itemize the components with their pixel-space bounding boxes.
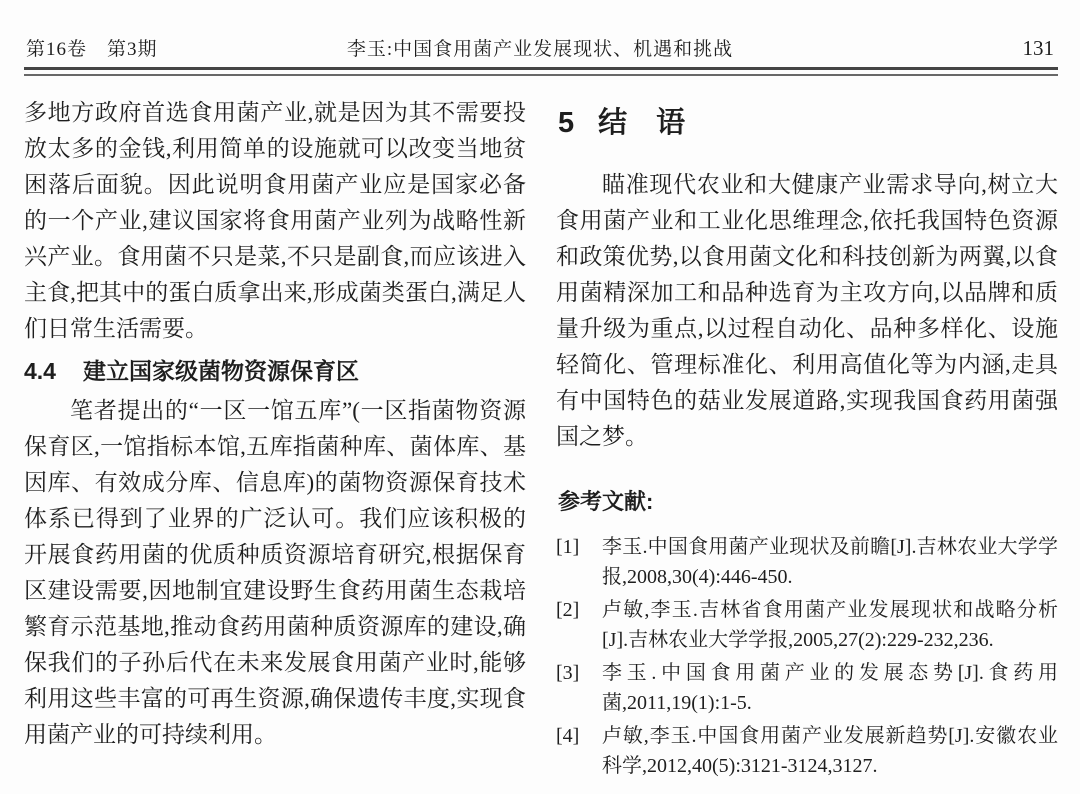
left-column <box>24 95 526 784</box>
section-heading-5 <box>558 105 1058 141</box>
references-heading: 参考文献: <box>558 489 654 514</box>
paragraph-5: 瞄准现代农业和大健康产业需求导向,树立大食用菌产业和工业化思维理念,依托我国特色资源和政策优势,以食用菌文化和科技创新为两翼,以食用菌精深加工和品种选育为主攻方向,以品牌和质量升级为重点,以过程自动化、品种多样化、设施轻简化、管理标准化、利用高值化等为内涵,走具有中国特色的菇业发展道路,实现我国食药用菌强国之梦。 <box>556 172 1058 449</box>
reference-item <box>556 721 1058 781</box>
reference-item <box>556 532 1058 592</box>
reference-label: [4] <box>556 725 580 747</box>
reference-label: [3] <box>556 662 580 684</box>
two-column-body <box>24 95 1058 784</box>
reference-text: 卢敏,李玉.吉林省食用菌产业发展现状和战略分析[J].吉林农业大学学报,2005,27(2):229-232,236. <box>602 599 1058 651</box>
section-title-4-4: 建立国家级菌物资源保育区 <box>82 358 359 384</box>
header-double-rule <box>24 67 1058 76</box>
section-title-5: 结 语 <box>598 107 686 139</box>
paragraph-continued: 多地方政府首选食用菌产业,就是因为其不需要投放太多的金钱,利用简单的设施就可以改变当地贫困落后面貌。因此说明食用菌产业应是国家必备的一个产业,建议国家将食用菌产业列为战略性新兴产业。食用菌不只是菜,不只是副食,而应该进入主食,把其中的蛋白质拿出来,形成菌类蛋白,满足人们日常生活需要。 <box>24 100 526 341</box>
reference-label: [1] <box>556 536 580 558</box>
paragraph-4-4: 笔者提出的“一区一馆五库”(一区指菌物资源保育区,一馆指标本馆,五库指菌种库、菌体库、基因库、有效成分库、信息库)的菌物资源保育技术体系已得到了业界的广泛认可。我们应该积极的开展食药用菌的优质种质资源培育研究,根据保育区建设需要,因地制宜建设野生食药用菌生态栽培繁育示范基地,推动食药用菌种质资源库的建设,确保我们的子孙后代在未来发展食用菌产业时,能够利用这些丰富的可再生资源,确保遗传丰度,实现食用菌产业的可持续利用。 <box>24 398 526 747</box>
section-heading-4-4 <box>24 355 526 387</box>
reference-text: 李玉.中国食用菌产业的发展态势[J].食药用菌,2011,19(1):1-5. <box>602 662 1058 714</box>
reference-text: 李玉.中国食用菌产业现状及前瞻[J].吉林农业大学学报,2008,30(4):446-450. <box>602 536 1058 588</box>
right-column <box>556 95 1058 784</box>
reference-item <box>556 595 1058 655</box>
reference-text: 卢敏,李玉.中国食用菌产业发展新趋势[J].安徽农业科学,2012,40(5):3121-3124,3127. <box>602 725 1058 777</box>
header-volume-issue: 第16卷 第3期 <box>26 39 158 60</box>
reference-item <box>556 658 1058 718</box>
running-header <box>24 34 1058 65</box>
reference-label: [2] <box>556 599 580 621</box>
header-running-title: 李玉:中国食用菌产业发展现状、机遇和挑战 <box>346 39 734 60</box>
section-number-5: 5 <box>558 107 575 139</box>
section-number-4-4: 4.4 <box>24 358 56 384</box>
references-list <box>556 532 1058 781</box>
header-page-number: 131 <box>1022 36 1054 60</box>
